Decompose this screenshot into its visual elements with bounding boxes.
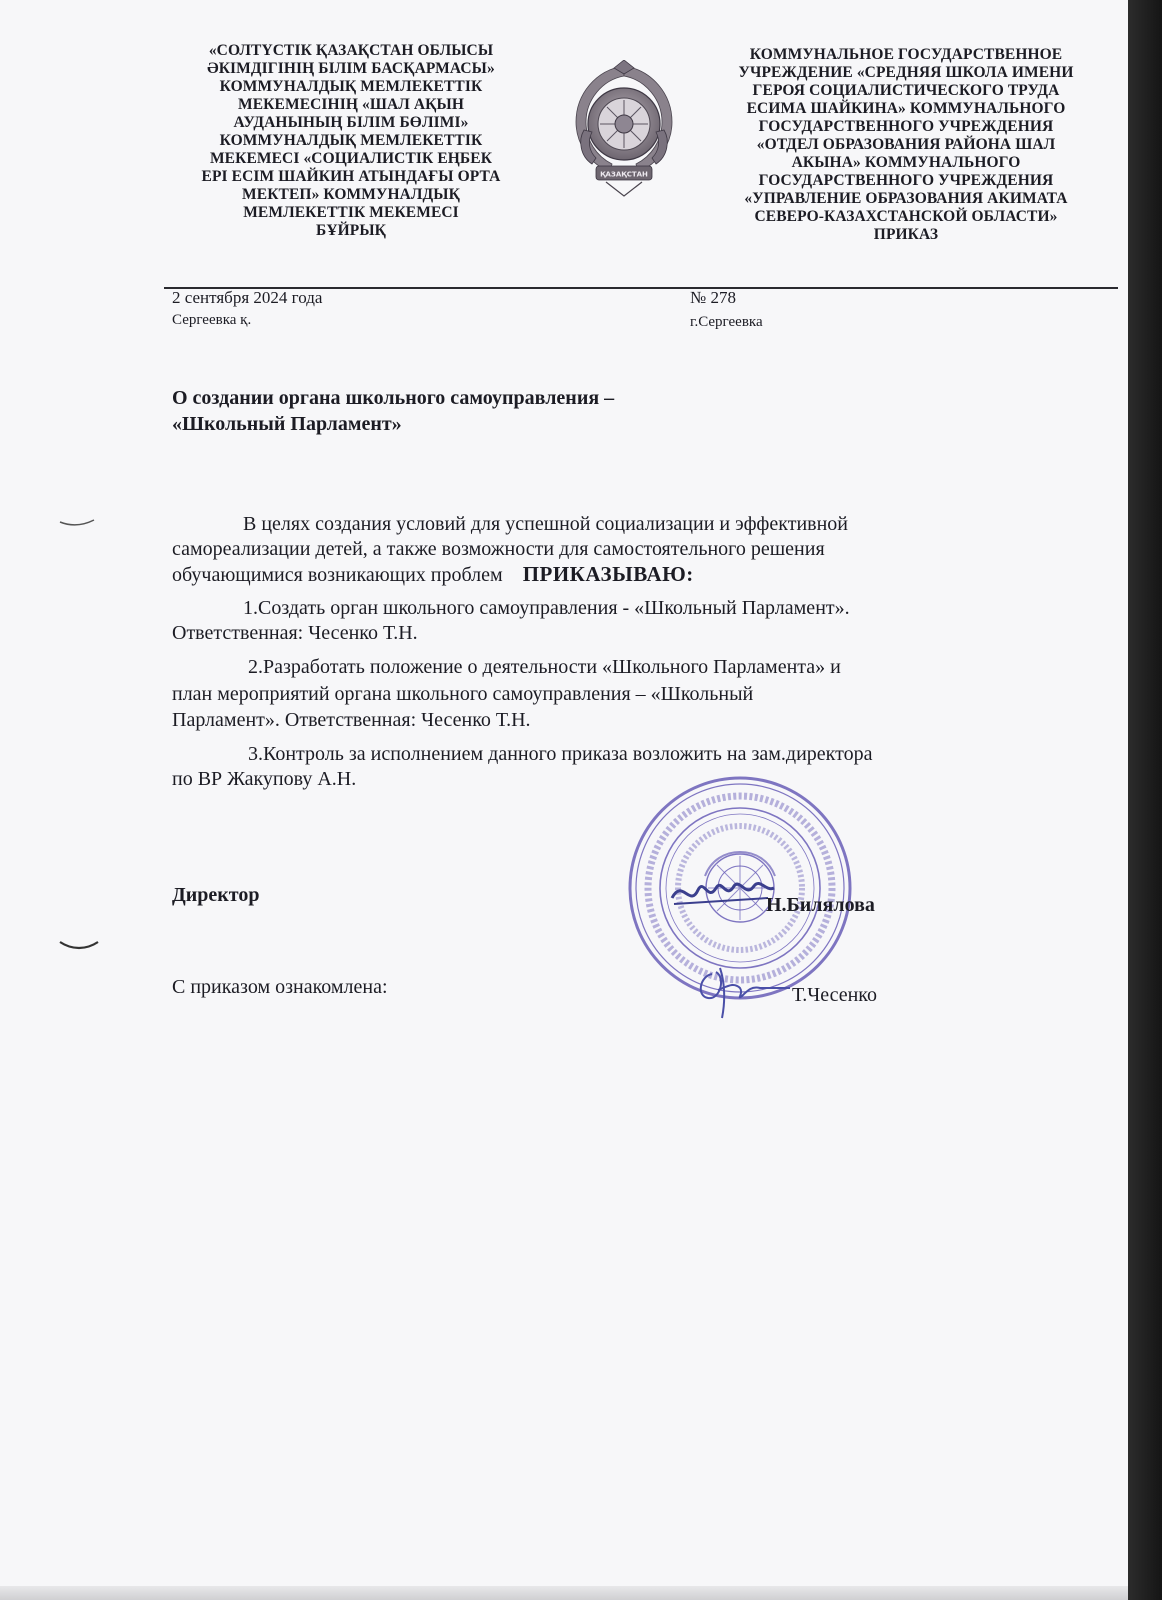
- order-date: 2 сентября 2024 года: [172, 288, 323, 307]
- header-right-line: ГОСУДАРСТВЕННОГО УЧРЕЖДЕНИЯ: [758, 172, 1054, 189]
- header-right-line: «ОТДЕЛ ОБРАЗОВАНИЯ РАЙОНА ШАЛ: [756, 136, 1056, 153]
- header-left-line: МЕКЕМЕСІНІҢ «ШАЛ АҚЫН: [238, 96, 464, 113]
- title-line: «Школьный Парламент»: [172, 413, 402, 435]
- header-left-line: МЕКТЕП» КОММУНАЛДЫҚ: [242, 186, 460, 203]
- scan-mark-icon: [58, 516, 98, 530]
- header-right-line: ГЕРОЯ СОЦИАЛИСТИЧЕСКОГО ТРУДА: [752, 82, 1060, 99]
- header-right-line: КОММУНАЛЬНОЕ ГОСУДАРСТВЕННОЕ: [749, 46, 1063, 63]
- header-right-line: СЕВЕРО-КАЗАХСТАНСКОЙ ОБЛАСТИ»: [754, 208, 1058, 225]
- preamble-text: обучающимися возникающих проблем: [172, 564, 503, 586]
- header-russian: [700, 46, 1112, 244]
- header-right-line: ЕСИМА ШАЙКИНА» КОММУНАЛЬНОГО: [746, 100, 1066, 117]
- header-right-line: АКЫНА» КОММУНАЛЬНОГО: [791, 154, 1021, 171]
- header-left-line: ӘКІМДІГІНІҢ БІЛІМ БАСҚАРМАСЫ»: [207, 60, 495, 77]
- header-left-line: МЕМЛЕКЕТТІК МЕКЕМЕСІ: [243, 204, 459, 221]
- preamble-line: [172, 562, 694, 587]
- doc-type-ru: ПРИКАЗ: [873, 226, 939, 243]
- item-2: 2.Разработать положение о деятельности «Школьного Парламента» и: [248, 656, 841, 678]
- place-ru: г.Сергеевка: [690, 314, 763, 330]
- header-left-line: КОММУНАЛДЫҚ МЕМЛЕКЕТТІК: [219, 78, 483, 95]
- acknowledgement-label: С приказом ознакомлена:: [172, 976, 388, 998]
- emblem-ribbon-text: ҚАЗАҚСТАН: [600, 170, 648, 179]
- item-3: 3.Контроль за исполнением данного приказа возложить на зам.директора: [248, 743, 873, 765]
- doc-type-kz: БҰЙРЫҚ: [315, 222, 387, 239]
- item-2-responsible: Парламент». Ответственная: Чесенко Т.Н.: [172, 709, 531, 731]
- preamble-line: самореализации детей, а также возможности для самостоятельного решения: [172, 538, 825, 560]
- item-3-cont: по ВР Жакупову А.Н.: [172, 768, 357, 790]
- header-left-line: ЕРІ ЕСІМ ШАЙКИН АТЫНДАҒЫ ОРТА: [201, 168, 501, 185]
- director-signature-icon: [668, 868, 778, 916]
- header-left-line: «СОЛТҮСТІК ҚАЗАҚСТАН ОБЛЫСЫ: [208, 42, 494, 59]
- item-1-responsible: Ответственная: Чесенко Т.Н.: [172, 622, 418, 644]
- order-number: № 278: [690, 288, 736, 307]
- acknowledgement-name: Т.Чесенко: [792, 984, 877, 1006]
- scan-mark-icon: [58, 938, 102, 954]
- header-left-line: МЕКЕМЕСІ «СОЦИАЛИСТІК ЕҢБЕК: [209, 150, 493, 167]
- item-2-cont: план мероприятий органа школьного самоуправления – «Школьный: [172, 683, 754, 705]
- header-right-line: УЧРЕЖДЕНИЕ «СРЕДНЯЯ ШКОЛА ИМЕНИ: [738, 64, 1074, 81]
- header-left-line: АУДАНЫНЫҢ БІЛІМ БӨЛІМІ»: [233, 114, 469, 131]
- director-title: Директор: [172, 884, 260, 906]
- item-1: 1.Создать орган школьного самоуправления - «Школьный Парламент».: [243, 597, 850, 619]
- order-keyword: ПРИКАЗЫВАЮ:: [522, 562, 694, 586]
- scan-edge: [1128, 0, 1162, 1600]
- order-title: [172, 385, 872, 437]
- header-kazakh: [168, 42, 534, 240]
- place-kz: Сергеевка қ.: [172, 312, 252, 328]
- preamble-line: В целях создания условий для успешной социализации и эффективной: [243, 513, 848, 535]
- state-emblem-icon: [566, 60, 682, 200]
- header-right-line: «УПРАВЛЕНИЕ ОБРАЗОВАНИЯ АКИМАТА: [744, 190, 1068, 207]
- scan-bottom-edge: [0, 1586, 1128, 1600]
- header-left-line: КОММУНАЛДЫҚ МЕМЛЕКЕТТІК: [219, 132, 483, 149]
- director-name: Н.Билялова: [766, 894, 875, 916]
- header-right-line: ГОСУДАРСТВЕННОГО УЧРЕЖДЕНИЯ: [758, 118, 1054, 135]
- title-line: О создании органа школьного самоуправления –: [172, 387, 615, 409]
- acknowledgement-signature-icon: [690, 960, 794, 1020]
